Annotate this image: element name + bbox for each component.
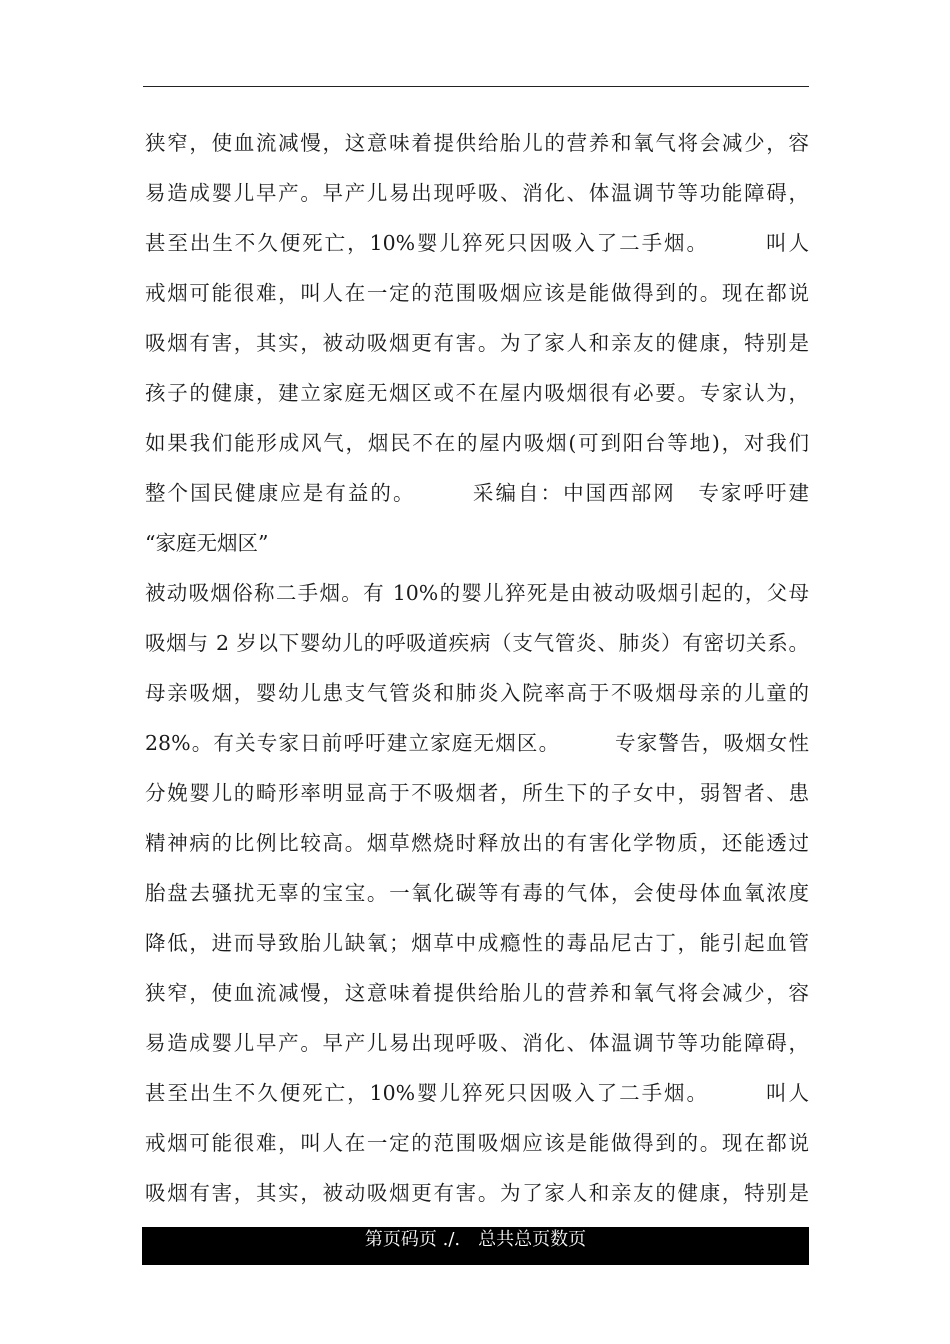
- text-line: 如果我们能形成风气，烟民不在的屋内吸烟(可到阳台等地)，对我们: [145, 431, 809, 455]
- text-line: 戒烟可能很难，叫人在一定的范围吸烟应该是能做得到的。现在都说: [145, 1131, 809, 1155]
- text-line: 狭窄，使血流减慢，这意味着提供给胎儿的营养和氧气将会减少，容: [145, 131, 809, 155]
- text-line: 被动吸烟俗称二手烟。有 10%的婴儿猝死是由被动吸烟引起的，父母: [145, 581, 809, 605]
- text-line: 戒烟可能很难，叫人在一定的范围吸烟应该是能做得到的。现在都说: [145, 281, 809, 305]
- text-line: 精神病的比例比较高。烟草燃烧时释放出的有害化学物质，还能透过: [145, 831, 809, 855]
- text-line: 易造成婴儿早产。早产儿易出现呼吸、消化、体温调节等功能障碍，: [145, 181, 809, 205]
- text-line: 狭窄，使血流减慢，这意味着提供给胎儿的营养和氧气将会减少，容: [145, 981, 809, 1005]
- text-line: 甚至出生不久便死亡，10%婴儿猝死只因吸入了二手烟。 叫人: [145, 1081, 809, 1105]
- header-rule: [143, 86, 809, 87]
- page-footer: [142, 1227, 809, 1265]
- text-line: 甚至出生不久便死亡，10%婴儿猝死只因吸入了二手烟。 叫人: [145, 231, 809, 255]
- text-line: 降低，进而导致胎儿缺氧；烟草中成瘾性的毒品尼古丁，能引起血管: [145, 931, 809, 955]
- text-line: 吸烟与 2 岁以下婴幼儿的呼吸道疾病（支气管炎、肺炎）有密切关系。: [145, 631, 809, 655]
- text-line: 分娩婴儿的畸形率明显高于不吸烟者，所生下的子女中，弱智者、患: [145, 781, 809, 805]
- footer-page-counter: 第页码页 ./. 总共总页数页: [364, 1229, 587, 1250]
- text-line: 孩子的健康，建立家庭无烟区或不在屋内吸烟很有必要。专家认为，: [145, 381, 809, 405]
- text-line: “家庭无烟区”: [145, 531, 269, 555]
- text-line: 吸烟有害，其实，被动吸烟更有害。为了家人和亲友的健康，特别是: [145, 1181, 809, 1205]
- text-line: 母亲吸烟，婴幼儿患支气管炎和肺炎入院率高于不吸烟母亲的儿童的: [145, 681, 809, 705]
- body-text: [145, 118, 809, 1218]
- text-line: 吸烟有害，其实，被动吸烟更有害。为了家人和亲友的健康，特别是: [145, 331, 809, 355]
- text-line: 易造成婴儿早产。早产儿易出现呼吸、消化、体温调节等功能障碍，: [145, 1031, 809, 1055]
- text-line: 整个国民健康应是有益的。 采编自：中国西部网 专家呼吁建: [145, 481, 809, 505]
- text-line: 28%。有关专家日前呼吁建立家庭无烟区。 专家警告，吸烟女性: [145, 731, 809, 755]
- text-line: 胎盘去骚扰无辜的宝宝。一氧化碳等有毒的气体，会使母体血氧浓度: [145, 881, 809, 905]
